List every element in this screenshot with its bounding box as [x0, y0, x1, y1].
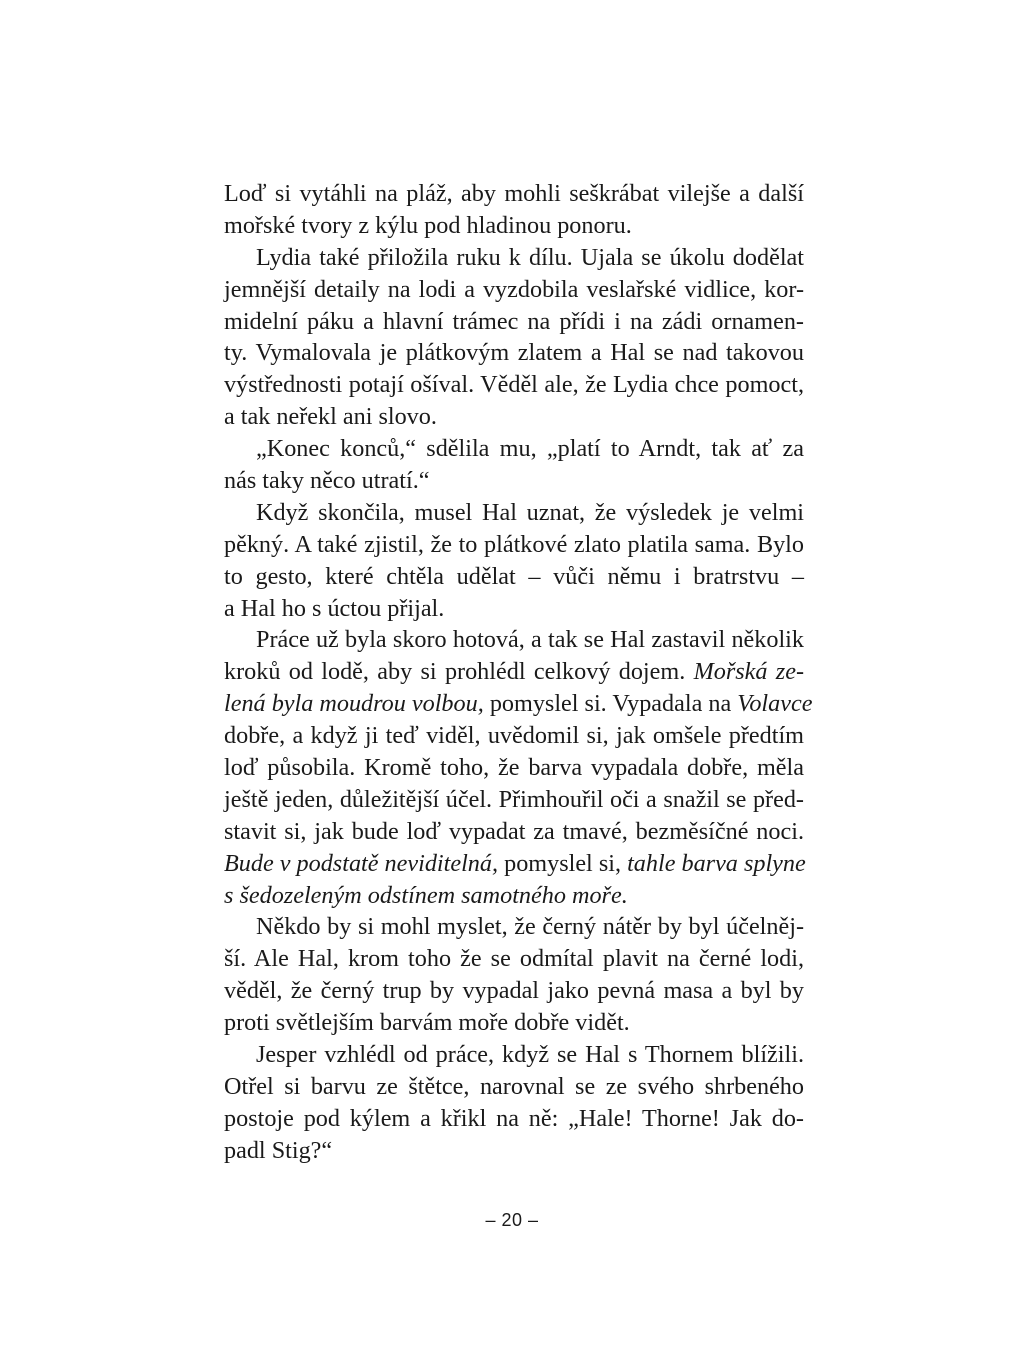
text-line: ty. Vymalovala je plátkovým zlatem a Hal se nad takovou [224, 339, 804, 367]
text-line: ještě jeden, důležitější účel. Přimhouřil oči a snažil se před- [224, 785, 804, 813]
italic-run: lená byla moudrou volbou, [224, 690, 484, 718]
text-line: padl Stig?“ [224, 1136, 333, 1164]
text-line: ší. Ale Hal, krom toho že se odmítal plavit na černé lodi, [224, 945, 804, 973]
text-line: mořské tvory z kýlu pod hladinou ponoru. [224, 211, 632, 239]
italic-run: Volavce [737, 690, 813, 718]
italic-run: s šedozeleným odstínem samotného moře. [224, 881, 628, 909]
italic-run: Bude v podstatě neviditelná, [224, 849, 499, 877]
text-line: stavit si, jak bude loď vypadat za tmavé, bezměsíčné noci. [224, 817, 804, 845]
text-run: kroků od lodě, aby si prohlédl celkový dojem. [224, 658, 694, 686]
text-line: midelní páku a hlavní trámec na přídi i na zádi ornamen- [224, 307, 804, 335]
text-line: proti světlejším barvám moře dobře vidět. [224, 1009, 630, 1037]
text-line: Někdo by si mohl myslet, že černý nátěr by byl účelněj- [256, 913, 804, 941]
text-line: a Hal ho s úctou přijal. [224, 594, 445, 622]
page-number: – 20 – [485, 1210, 539, 1230]
text-line: Loď si vytáhli na pláž, aby mohli seškrábat vilejše a další [224, 180, 804, 207]
text-line [224, 656, 804, 688]
text-line: „Konec konců,“ sdělila mu, „platí to Arndt, tak ať za [256, 435, 804, 463]
italic-run: tahle barva splyne [627, 849, 806, 877]
text-line [224, 688, 813, 720]
text-run: pomyslel si, [498, 849, 628, 877]
text-line [224, 848, 804, 880]
text-line: nás taky něco utratí.“ [224, 467, 430, 495]
text-line: dobře, a když ji teď viděl, uvědomil si, jak omšele předtím [224, 722, 804, 750]
text-line: to gesto, které chtěla udělat – vůči němu i bratrstvu – [224, 562, 804, 590]
text-line: Když skončila, musel Hal uznat, že výsledek je velmi [256, 498, 804, 526]
text-line: postoje pod kýlem a křikl na ně: „Hale! Thorne! Jak do- [224, 1104, 804, 1132]
italic-run: Mořská ze- [693, 658, 804, 686]
text-line: Jesper vzhlédl od práce, když se Hal s Thornem blížili. [256, 1041, 804, 1069]
text-line: loď působila. Kromě toho, že barva vypadala dobře, měla [224, 754, 804, 782]
body-text [224, 178, 813, 1167]
text-line: jemnější detaily na lodi a vyzdobila veslařské vidlice, kor- [224, 275, 804, 303]
text-line: pěkný. A také zjistil, že to plátkové zlato platila sama. Bylo [224, 530, 804, 558]
text-line: a tak neřekl ani slovo. [224, 403, 437, 431]
text-run: pomyslel si. Vypadala na [483, 690, 738, 718]
text-line: Práce už byla skoro hotová, a tak se Hal zastavil několik [256, 626, 804, 654]
text-line: věděl, že černý trup by vypadal jako pevná masa a byl by [224, 977, 804, 1005]
text-line: Otřel si barvu ze štětce, narovnal se ze svého shrbeného [224, 1072, 804, 1100]
text-line [224, 880, 804, 912]
text-line: výstřednosti potají ošíval. Věděl ale, že Lydia chce pomoct, [224, 371, 804, 399]
text-line: Lydia také přiložila ruku k dílu. Ujala se úkolu dodělat [256, 243, 804, 271]
